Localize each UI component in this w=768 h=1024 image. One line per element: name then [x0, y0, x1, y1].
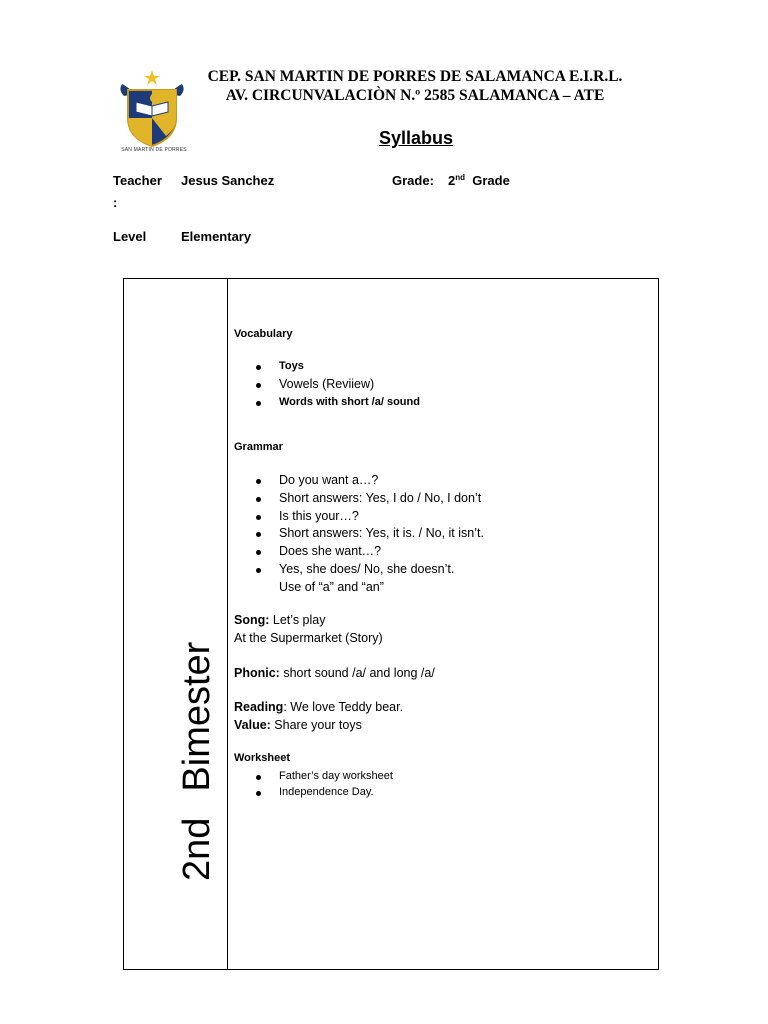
phonic-line: [234, 666, 435, 680]
value-line: [234, 718, 362, 732]
phonic-text: short sound /a/ and long /a/: [279, 666, 435, 680]
list-item: Vowels (Reviiew): [234, 376, 420, 394]
value-label: Value:: [234, 718, 271, 732]
list-item: Use of “a” and “an”: [279, 579, 384, 594]
school-logo: [116, 68, 192, 160]
list-item: Independence Day.: [234, 784, 393, 800]
teacher-name: Jesus Sanchez: [181, 173, 275, 188]
worksheet-list: [234, 768, 393, 800]
grammar-list: [234, 472, 484, 597]
worksheet-heading: Worksheet: [234, 752, 291, 764]
song-line: [234, 613, 325, 627]
teacher-label: Teacher: [113, 173, 162, 188]
bimester-number: 2nd: [176, 817, 218, 881]
list-item: Toys: [234, 358, 420, 376]
list-item: Yes, she does/ No, she doesn’t.: [234, 561, 484, 579]
list-item: Does she want…?: [234, 543, 484, 561]
bimester-column: [124, 279, 228, 969]
vocabulary-list: [234, 358, 420, 411]
reading-line: [234, 700, 403, 714]
story-line: At the Supermarket (Story): [234, 631, 383, 645]
bimester-label: [177, 642, 217, 881]
list-item: Short answers: Yes, it is. / No, it isn’t.: [234, 525, 484, 543]
grade-word: Grade: [472, 173, 510, 188]
list-item: Words with short /a/ sound: [234, 394, 420, 412]
shield-emblem-icon: [116, 68, 192, 150]
phonic-label: Phonic:: [234, 666, 280, 680]
song-label: Song:: [234, 613, 270, 627]
grade-suffix: nd: [455, 173, 466, 182]
page-title: Syllabus: [378, 128, 454, 148]
grammar-heading: Grammar: [234, 441, 283, 453]
level-value: Elementary: [181, 229, 252, 244]
logo-caption: SAN MARTIN DE PORRES: [121, 147, 187, 153]
grade-value: [448, 173, 510, 188]
reading-text: : We love Teddy bear.: [283, 700, 404, 714]
song-text: Let’s play: [269, 613, 326, 627]
list-item: Short answers: Yes, I do / No, I don’t: [234, 490, 484, 508]
list-item: Do you want a…?: [234, 472, 484, 490]
value-text: Share your toys: [270, 718, 362, 732]
teacher-colon: :: [113, 195, 118, 210]
grade-label: Grade:: [392, 173, 434, 188]
school-address: AV. CIRCUNVALACIÒN N.º 2585 SALAMANCA – ATE: [225, 87, 605, 104]
list-item: Father’s day worksheet: [234, 768, 393, 784]
reading-label: Reading: [234, 700, 284, 714]
bimester-word: Bimester: [176, 641, 218, 792]
syllabus-table: [123, 278, 659, 970]
grade-number: 2: [448, 173, 456, 188]
vocabulary-heading: Vocabulary: [234, 328, 293, 340]
school-name: CEP. SAN MARTIN DE PORRES DE SALAMANCA E.I.R.L.: [207, 68, 623, 85]
school-header: [195, 67, 635, 105]
level-label: Level: [113, 229, 147, 244]
list-item: Is this your…?: [234, 508, 484, 526]
